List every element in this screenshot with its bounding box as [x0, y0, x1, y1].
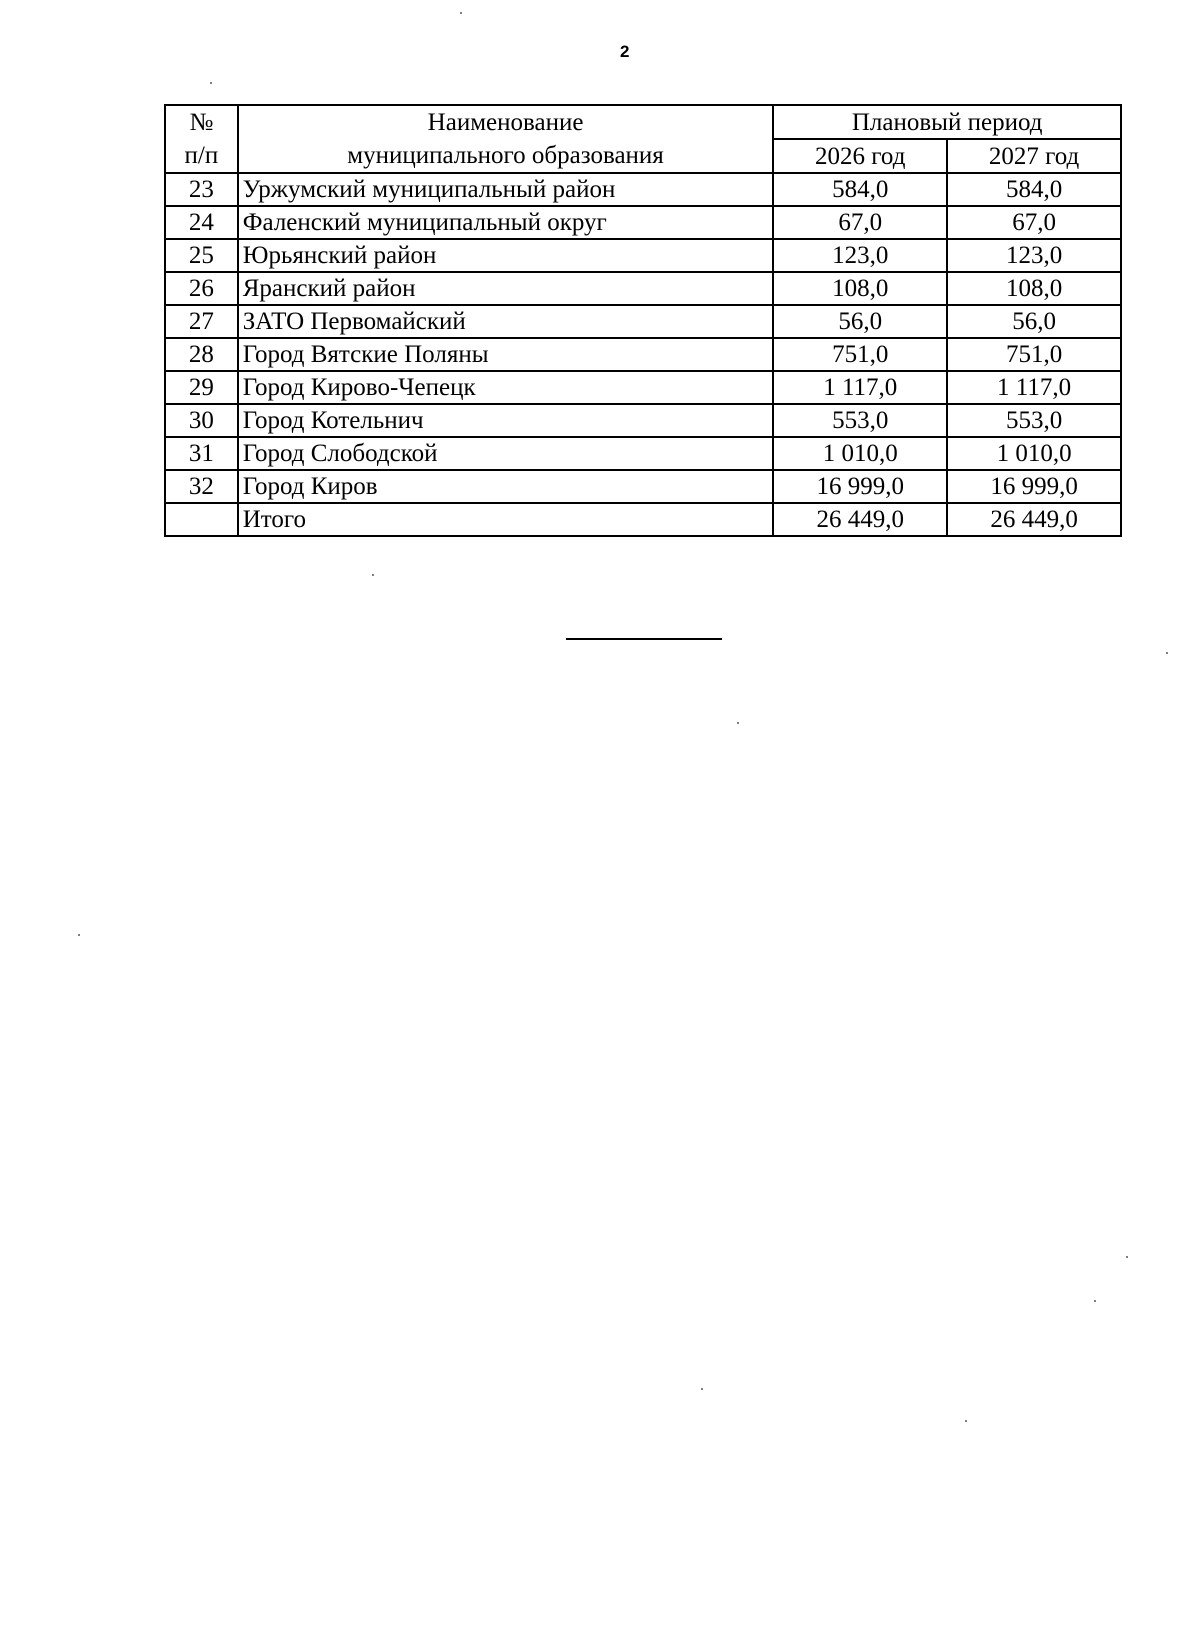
table-row [165, 173, 1121, 206]
end-separator-line [566, 638, 722, 640]
scan-speck [78, 934, 80, 936]
row-number: 25 [165, 239, 238, 272]
row-number: 23 [165, 173, 238, 206]
total-value-2027: 26 449,0 [947, 503, 1121, 536]
table-row [165, 206, 1121, 239]
row-number: 24 [165, 206, 238, 239]
row-number: 27 [165, 305, 238, 338]
row-number: 26 [165, 272, 238, 305]
municipality-name: Город Котельнич [238, 404, 774, 437]
value-2026: 16 999,0 [773, 470, 947, 503]
value-2027: 553,0 [947, 404, 1121, 437]
value-2027: 751,0 [947, 338, 1121, 371]
value-2027: 108,0 [947, 272, 1121, 305]
municipality-name: Юрьянский район [238, 239, 774, 272]
scan-speck [372, 574, 374, 576]
table-header [165, 105, 1121, 173]
row-number: 32 [165, 470, 238, 503]
scan-speck [210, 82, 212, 84]
scan-speck [737, 722, 739, 724]
value-2026: 108,0 [773, 272, 947, 305]
total-row [165, 503, 1121, 536]
value-2027: 1 010,0 [947, 437, 1121, 470]
table-body [165, 173, 1121, 536]
value-2027: 123,0 [947, 239, 1121, 272]
table-row [165, 371, 1121, 404]
value-2026: 67,0 [773, 206, 947, 239]
column-header-name-line2: муниципального образования [347, 142, 664, 169]
value-2026: 56,0 [773, 305, 947, 338]
municipality-name: Уржумский муниципальный район [238, 173, 774, 206]
header-row-top [165, 105, 1121, 139]
value-2026: 751,0 [773, 338, 947, 371]
column-header-name [238, 105, 774, 173]
scan-speck [701, 1388, 703, 1390]
scan-speck [460, 12, 462, 14]
total-label: Итого [238, 503, 774, 536]
table-row [165, 272, 1121, 305]
municipality-name: Фаленский муниципальный округ [238, 206, 774, 239]
column-header-number-line1: № [189, 109, 214, 136]
scan-speck [1166, 652, 1168, 654]
value-2027: 67,0 [947, 206, 1121, 239]
municipality-name: ЗАТО Первомайский [238, 305, 774, 338]
value-2026: 1 117,0 [773, 371, 947, 404]
value-2026: 123,0 [773, 239, 947, 272]
page-number: 2 [620, 42, 630, 61]
value-2027: 16 999,0 [947, 470, 1121, 503]
scan-speck [1126, 1256, 1128, 1258]
row-number: 28 [165, 338, 238, 371]
municipality-name: Город Кирово-Чепецк [238, 371, 774, 404]
value-2026: 1 010,0 [773, 437, 947, 470]
table-row [165, 470, 1121, 503]
row-number: 29 [165, 371, 238, 404]
row-number: 30 [165, 404, 238, 437]
table-row [165, 338, 1121, 371]
total-value-2026: 26 449,0 [773, 503, 947, 536]
municipality-name: Яранский район [238, 272, 774, 305]
column-header-period: Плановый период [773, 105, 1121, 139]
scan-speck [1094, 1300, 1096, 1302]
table-row [165, 437, 1121, 470]
table-row [165, 239, 1121, 272]
row-number: 31 [165, 437, 238, 470]
value-2027: 1 117,0 [947, 371, 1121, 404]
column-header-year-2027: 2027 год [947, 139, 1121, 173]
scan-speck [965, 1420, 967, 1422]
column-header-number [165, 105, 238, 173]
table-row [165, 305, 1121, 338]
value-2026: 553,0 [773, 404, 947, 437]
municipality-name: Город Вятские Поляны [238, 338, 774, 371]
municipality-name: Город Киров [238, 470, 774, 503]
column-header-year-2026: 2026 год [773, 139, 947, 173]
value-2027: 584,0 [947, 173, 1121, 206]
column-header-number-line2: п/п [184, 142, 219, 169]
municipality-name: Город Слободской [238, 437, 774, 470]
table-row [165, 404, 1121, 437]
allocation-table [164, 104, 1122, 537]
total-number [165, 503, 238, 536]
value-2027: 56,0 [947, 305, 1121, 338]
value-2026: 584,0 [773, 173, 947, 206]
column-header-name-line1: Наименование [427, 109, 584, 136]
